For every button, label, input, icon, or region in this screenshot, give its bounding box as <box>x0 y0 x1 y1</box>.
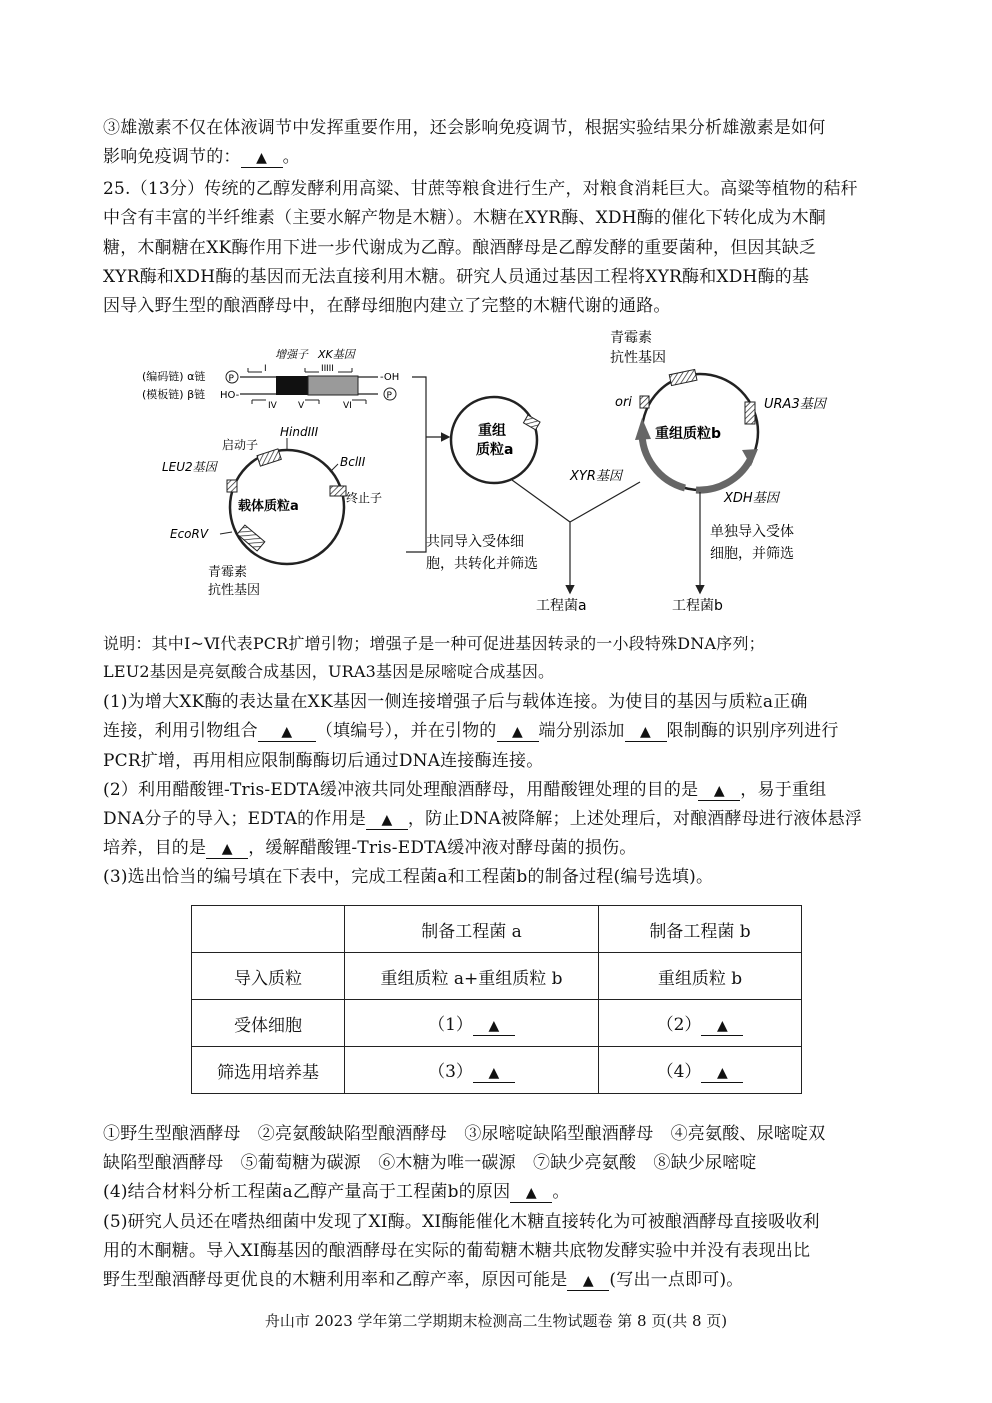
ecor-label: EcoRV <box>170 527 209 541</box>
answer-blank[interactable] <box>625 722 667 742</box>
preparation-table <box>191 905 802 1094</box>
strain-b-label: 工程菌b <box>672 598 723 614</box>
answer-blank[interactable] <box>701 1063 743 1083</box>
primer-ii: II <box>321 364 327 374</box>
table-row <box>192 906 802 953</box>
blank-marker: ▲ <box>713 783 725 799</box>
options-line-1: ①野生型酿酒酵母 ②亮氨酸缺陷型酿酒酵母 ③尿嘧啶缺陷型酿酒酵母 ④亮氨酸、尿嘧啶双 <box>103 1124 826 1144</box>
blank-marker: ▲ <box>717 1065 728 1081</box>
table-cell <box>345 1000 599 1047</box>
blank-marker: ▲ <box>582 1273 594 1289</box>
xk-gene-label: XK基因 <box>318 348 355 361</box>
table-cell <box>345 1047 599 1094</box>
q4-line <box>103 1182 893 1203</box>
dna-fragment <box>142 348 399 411</box>
enhancer-label: 增强子 <box>275 348 308 361</box>
page-footer: 舟山市 2023 学年第二学期期末检测高二生物试题卷 第 8 页(共 8 页) <box>264 1312 728 1330</box>
primer-i: I <box>264 364 267 374</box>
q1-line-1: (1)为增大XK酶的表达量在XK基因一侧连接增强子后与载体连接。为使目的基因与质粒a正确 <box>103 692 808 712</box>
q1-text-4: 限制酶的识别序列进行 <box>666 721 839 741</box>
q1-text-1: 连接，利用引物组合 <box>103 721 258 741</box>
gene-engineering-figure <box>140 322 860 617</box>
q3-line: (3)选出恰当的编号填在下表中，完成工程菌a和工程菌b的制备过程(编号选填)。 <box>103 867 714 887</box>
blank-marker: ▲ <box>640 724 651 740</box>
ori-label: ori <box>615 395 632 410</box>
table-row <box>192 953 802 1000</box>
note-line-1: 说明：其中Ⅰ~Ⅵ代表PCR扩增引物；增强子是一种可促进基因转录的一小段特殊DNA序列； <box>103 634 765 653</box>
table-row-label: 受体细胞 <box>192 1000 345 1047</box>
primer-vi: VI <box>343 401 352 411</box>
blank-marker: ▲ <box>381 812 393 828</box>
blank-marker: ▲ <box>281 724 293 740</box>
blank-number: （1） <box>428 1015 473 1035</box>
ho-label: HO- <box>220 390 240 401</box>
q25-line-2: 中含有丰富的半纤维素（主要水解产物是木糖）。木糖在XYR酶、XDH酶的催化下转化成为木酮 <box>103 208 826 228</box>
options-line-2: 缺陷型酿酒酵母 ⑤葡萄糖为碳源 ⑥木糖为唯一碳源 ⑦缺少亮氨酸 ⑧缺少尿嘧啶 <box>103 1153 757 1173</box>
co-import-label-2: 胞，共转化并筛选 <box>426 556 538 572</box>
table-row <box>192 1000 802 1047</box>
vector-name: 载体质粒a <box>238 499 299 514</box>
answer-blank[interactable] <box>567 1271 609 1291</box>
primer-v: V <box>298 401 305 411</box>
answer-blank[interactable] <box>241 148 283 168</box>
q1-line-3: PCR扩增，再用相应限制酶酶切后通过DNA连接酶连接。 <box>103 751 544 771</box>
leu2-label: LEU2基因 <box>162 460 217 474</box>
answer-blank[interactable] <box>510 1183 552 1203</box>
answer-blank[interactable] <box>206 839 248 859</box>
q2-line-3 <box>103 838 893 859</box>
bcl-label: BclII <box>340 455 366 469</box>
q5-text-1: 野生型酿酒酵母更优良的木糖利用率和乙醇产率，原因可能是 <box>103 1270 568 1290</box>
q5-line-2: 用的木酮糖。导入XI酶基因的酿酒酵母在实际的葡萄糖木糖共底物发酵实验中并没有表现出比 <box>103 1241 811 1261</box>
vector-penicillin-box <box>237 525 265 551</box>
q2-text-4: ，防止DNA被降解；上述处理后，对酿酒酵母进行液体悬浮 <box>407 809 863 829</box>
intro-line-2-text: 影响免疫调节的： <box>103 147 241 167</box>
primer-iii: III <box>326 364 334 374</box>
promoter-label: 启动子 <box>222 438 259 452</box>
table-cell: 重组质粒 a+重组质粒 b <box>345 953 599 1000</box>
phosphate-p-left: P <box>228 374 234 384</box>
intro-line-1: ③雄激素不仅在体液调节中发挥重要作用，还会影响免疫调节，根据实验结果分析雄激素是如何 <box>103 118 826 138</box>
blank-marker: ▲ <box>512 724 523 740</box>
q1-line-2 <box>103 721 893 742</box>
answer-blank[interactable] <box>366 810 408 830</box>
q1-text-3: 端分别添加 <box>538 721 625 741</box>
q2-text-2: ，易于重组 <box>740 780 827 800</box>
recomb-b-label: 重组质粒b <box>655 426 722 442</box>
table-cell: 重组质粒 b <box>599 953 802 1000</box>
answer-blank[interactable] <box>473 1016 515 1036</box>
q25-line-4: XYR酶和XDH酶的基因而无法直接利用木糖。研究人员通过基因工程将XYR酶和XDH酶的基 <box>103 267 810 287</box>
ura3-label: URA3基因 <box>764 397 826 412</box>
recombinant-plasmid-b <box>569 329 828 506</box>
q1-text-2: （填编号），并在引物的 <box>315 721 497 741</box>
blank-number: （4） <box>656 1062 702 1082</box>
blank-marker: ▲ <box>221 841 233 857</box>
vector-penicillin-label-1: 青霉素 <box>208 565 248 580</box>
phosphate-p-right: P <box>386 391 392 401</box>
table-row-label: 导入质粒 <box>192 953 345 1000</box>
b-penicillin-label-2: 抗性基因 <box>610 350 666 366</box>
blank-marker: ▲ <box>488 1065 500 1081</box>
xyr-label: XYR基因 <box>570 469 622 484</box>
q25-line-3: 糖，木酮糖在XK酶作用下进一步代谢成为乙醇。酿酒酵母是乙醇发酵的重要菌种，但因其缺乏 <box>103 238 817 258</box>
q4-end: 。 <box>552 1182 570 1202</box>
q5-line-1: (5)研究人员还在嗜热细菌中发现了XI酶。XI酶能催化木糖直接转化为可被酿酒酵母直接吸收利 <box>103 1212 820 1232</box>
answer-blank[interactable] <box>701 1016 743 1036</box>
q5-text-2: (写出一点即可)。 <box>609 1270 744 1290</box>
hind-label: HindIII <box>280 425 319 439</box>
answer-blank[interactable] <box>473 1063 515 1083</box>
strain-a-label: 工程菌a <box>536 598 587 614</box>
blank-number: （3） <box>428 1062 473 1082</box>
table-cell <box>192 906 345 953</box>
table-row-label: 筛选用培养基 <box>192 1047 345 1094</box>
q2-text-5: 培养，目的是 <box>103 838 207 858</box>
recomb-a-label-1: 重组 <box>478 423 506 439</box>
table-header-a: 制备工程菌 a <box>345 906 599 953</box>
b-penicillin-label-1: 青霉素 <box>610 330 652 346</box>
q25-line-1: 25.（13分）传统的乙醇发酵利用高粱、甘蔗等粮食进行生产，对粮食消耗巨大。高粱等植物的秸秆 <box>103 179 858 199</box>
table-cell <box>599 1047 802 1094</box>
promoter-box <box>257 449 281 466</box>
recomb-a-label-2: 质粒a <box>476 442 514 458</box>
q2-text-1: (2）利用醋酸锂-Tris-EDTA缓冲液共同处理酿酒酵母，用醋酸锂处理的目的是 <box>103 780 699 800</box>
terminator-box <box>330 486 346 496</box>
q25-line-5: 因导入野生型的酿酒酵母中，在酵母细胞内建立了完整的木糖代谢的通路。 <box>103 296 671 316</box>
q2-line-1 <box>103 780 893 801</box>
q2-text-6: ，缓解醋酸锂-Tris-EDTA缓冲液对酵母菌的损伤。 <box>248 838 637 858</box>
terminator-label: 终止子 <box>346 491 383 505</box>
single-import-label-1: 单独导入受体 <box>710 524 794 540</box>
vector-plasmid-a <box>162 425 382 598</box>
answer-blank[interactable] <box>258 722 316 742</box>
single-import-label-2: 细胞，并筛选 <box>710 546 794 562</box>
intro-line-2-end: 。 <box>282 147 300 167</box>
blank-number: （2） <box>656 1015 702 1035</box>
vector-penicillin-label-2: 抗性基因 <box>208 583 261 598</box>
xk-gene-block <box>308 376 358 395</box>
blank-marker: ▲ <box>525 1185 537 1201</box>
leu2-box <box>227 480 237 492</box>
table-header-b: 制备工程菌 b <box>599 906 802 953</box>
recombinant-plasmid-a <box>451 397 540 483</box>
q2-line-2 <box>103 809 893 830</box>
blank-marker: ▲ <box>256 150 268 166</box>
blank-marker: ▲ <box>717 1018 728 1034</box>
xdh-label: XDH基因 <box>724 491 779 506</box>
answer-blank[interactable] <box>497 722 539 742</box>
co-import-label-1: 共同导入受体细 <box>426 534 524 550</box>
coding-chain-label: (编码链) α链 <box>142 370 206 383</box>
table-row <box>192 1047 802 1094</box>
note-line-2: LEU2基因是亮氨酸合成基因，URA3基因是尿嘧啶合成基因。 <box>103 662 555 681</box>
blank-marker: ▲ <box>488 1018 500 1034</box>
q5-line-3 <box>103 1270 893 1291</box>
answer-blank[interactable] <box>698 781 740 801</box>
enhancer-block <box>276 376 308 395</box>
q2-text-3: DNA分子的导入；EDTA的作用是 <box>103 809 366 829</box>
q4-text: (4)结合材料分析工程菌a乙醇产量高于工程菌b的原因 <box>103 1182 511 1202</box>
table-cell <box>599 1000 802 1047</box>
primer-iv: IV <box>268 401 277 411</box>
intro-line-2 <box>103 147 893 168</box>
template-chain-label: (模板链) β链 <box>142 388 206 401</box>
oh-label: -OH <box>380 372 400 383</box>
